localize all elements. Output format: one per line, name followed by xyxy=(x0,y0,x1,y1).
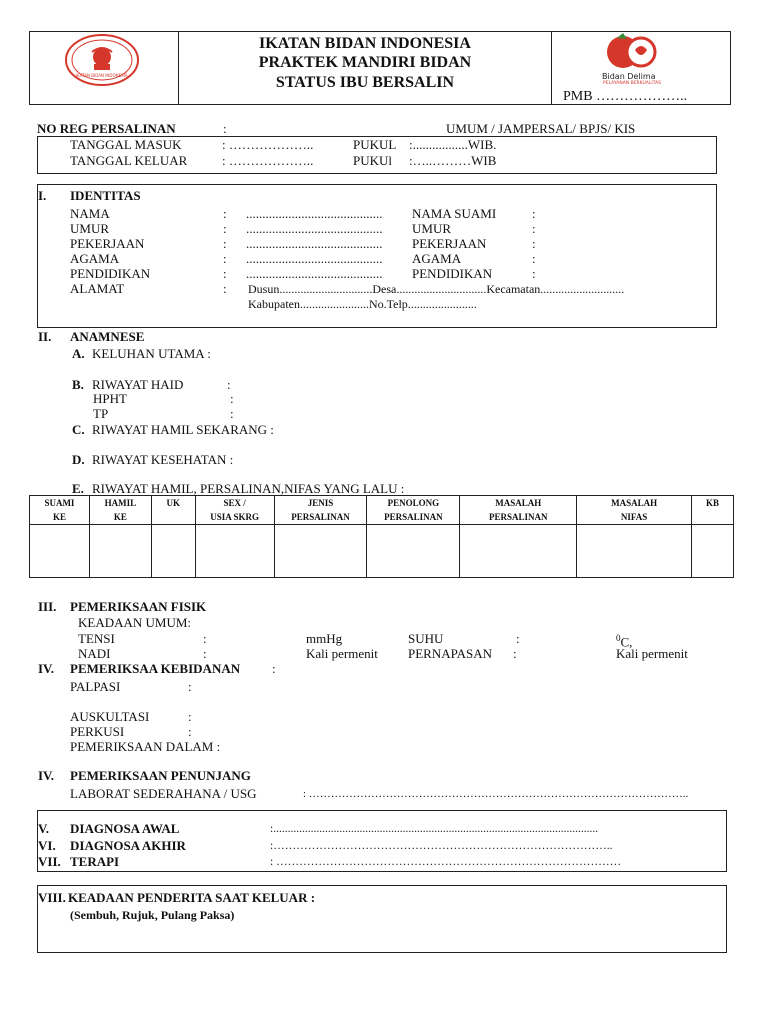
diagnosa-awal-num: V. xyxy=(38,821,49,836)
header-divider-right xyxy=(551,31,552,105)
keadaan-keluar-title: KEADAAN PENDERITA SAAT KELUAR : xyxy=(68,890,316,905)
pernapasan-unit: Kali permenit xyxy=(616,646,688,661)
agama-suami-label: AGAMA xyxy=(412,251,462,266)
terapi-field[interactable]: : ……………………………………………………………………………… xyxy=(270,856,622,868)
tensi-unit: mmHg xyxy=(306,631,343,646)
col-header: SEX / USIA SKRG xyxy=(195,496,274,525)
palpasi-label: PALPASI xyxy=(70,679,121,694)
diagnosa-awal-field[interactable]: :................................................................................................................. xyxy=(270,823,599,835)
penunjang-num: IV. xyxy=(38,768,55,783)
header-title-2: PRAKTEK MANDIRI BIDAN xyxy=(258,54,472,71)
diagnosa-akhir-field[interactable]: :…………………………………………………………………………….. xyxy=(270,840,613,852)
tp-label: TP xyxy=(93,406,109,421)
keluhan-letter: A. xyxy=(72,346,85,361)
umur-label: UMUR xyxy=(70,221,110,236)
terapi-label: TERAPI xyxy=(70,854,120,869)
diagnosa-awal-label: DIAGNOSA AWAL xyxy=(70,821,180,836)
keadaan-keluar-options: (Sembuh, Rujuk, Pulang Paksa) xyxy=(70,908,235,922)
laborat-label: LABORAT SEDERAHANA / USG xyxy=(70,786,257,801)
pernapasan-colon: : xyxy=(513,646,517,661)
alamat-label: ALAMAT xyxy=(70,281,125,296)
table-cell[interactable] xyxy=(692,525,734,578)
umur-suami-colon: : xyxy=(532,221,536,236)
riwayat-lalu-label: RIWAYAT HAMIL, PERSALINAN,NIFAS YANG LALU : xyxy=(92,481,405,496)
table-cell[interactable] xyxy=(151,525,195,578)
penunjang-title: PEMERIKSAAN PENUNJANG xyxy=(70,768,251,783)
pukul-masuk-label: PUKUL xyxy=(353,137,397,152)
celsius-text: C, xyxy=(620,634,633,650)
table-cell[interactable] xyxy=(195,525,274,578)
pekerjaan-suami-colon: : xyxy=(532,236,536,251)
col-header: SUAMI KE xyxy=(30,496,90,525)
keadaan-umum-label: KEADAAN UMUM: xyxy=(78,615,192,630)
pukul-masuk-value[interactable]: :.................WIB. xyxy=(409,137,497,152)
keluhan-utama-label: KELUHAN UTAMA : xyxy=(92,346,211,361)
alamat-line-1[interactable]: Dusun...............................Desa..............................Kecamatan............................ xyxy=(248,282,625,296)
suhu-colon: : xyxy=(516,631,520,646)
fisik-num: III. xyxy=(38,599,57,614)
terapi-num: VII. xyxy=(38,854,61,869)
pekerjaan-suami-label: PEKERJAAN xyxy=(412,236,487,251)
riwayat-haid-label: RIWAYAT HAID xyxy=(92,377,184,392)
col-header: JENIS PERSALINAN xyxy=(274,496,367,525)
diagnosa-akhir-num: VI. xyxy=(38,838,56,853)
auskultasi-colon: : xyxy=(188,709,192,724)
alamat-line-2[interactable]: Kabupaten.......................No.Telp....................... xyxy=(248,297,477,311)
pernapasan-label: PERNAPASAN xyxy=(408,646,493,661)
degree-sup: 0 xyxy=(616,633,621,643)
tanggal-masuk-label: TANGGAL MASUK xyxy=(70,137,182,152)
riwayat-lalu-letter: E. xyxy=(72,481,84,496)
umur-colon: : xyxy=(223,221,227,236)
payment-type[interactable]: UMUM / JAMPERSAL/ BPJS/ KIS xyxy=(446,121,636,136)
nama-field[interactable]: .......................................... xyxy=(246,206,383,221)
nama-label: NAMA xyxy=(70,206,110,221)
tensi-label: TENSI xyxy=(78,631,115,646)
tanggal-keluar-label: TANGGAL KELUAR xyxy=(70,153,188,168)
umur-field[interactable]: .......................................... xyxy=(246,221,383,236)
pendidikan-field[interactable]: .......................................... xyxy=(246,266,383,281)
fisik-title: PEMERIKSAAN FISIK xyxy=(70,599,207,614)
table-cell[interactable] xyxy=(89,525,151,578)
tanggal-keluar-value[interactable]: : ……………….. xyxy=(222,153,314,168)
tp-colon: : xyxy=(230,406,234,421)
suhu-label: SUHU xyxy=(408,631,444,646)
pmb-field[interactable]: PMB ……………….. xyxy=(563,89,688,104)
header-title-1: IKATAN BIDAN INDONESIA xyxy=(259,35,471,52)
pekerjaan-label: PEKERJAAN xyxy=(70,236,145,251)
pendidikan-colon: : xyxy=(223,266,227,281)
nama-suami-colon: : xyxy=(532,206,536,221)
table-cell[interactable] xyxy=(577,525,692,578)
alamat-colon: : xyxy=(223,281,227,296)
bidan-delima-tagline: PELAYANAN BERKUALITAS xyxy=(603,81,662,86)
pekerjaan-field[interactable]: .......................................... xyxy=(246,236,383,251)
riwayat-haid-letter: B. xyxy=(72,377,84,392)
anamnese-num: II. xyxy=(38,329,52,344)
identitas-title: IDENTITAS xyxy=(70,188,141,203)
bidan-delima-name: Bidan Delima xyxy=(602,72,656,81)
keadaan-keluar-num: VIII. xyxy=(38,890,66,905)
tensi-colon: : xyxy=(203,631,207,646)
table-cell[interactable] xyxy=(367,525,460,578)
header-title-3: STATUS IBU BERSALIN xyxy=(275,74,455,91)
auskultasi-label: AUSKULTASI xyxy=(70,709,150,724)
pendidikan-suami-label: PENDIDIKAN xyxy=(412,266,493,281)
identitas-num: I. xyxy=(38,188,47,203)
table-row xyxy=(30,525,734,578)
hpht-label: HPHT xyxy=(93,391,127,406)
table-cell[interactable] xyxy=(460,525,577,578)
pukul-keluar-label: PUKUl xyxy=(353,153,393,168)
kebidanan-title: PEMERIKSAA KEBIDANAN xyxy=(70,661,241,676)
tanggal-masuk-value[interactable]: : ……………….. xyxy=(222,137,314,152)
hamil-sekarang-label: RIWAYAT HAMIL SEKARANG : xyxy=(92,422,274,437)
ibi-round-seal-logo-icon xyxy=(64,34,140,86)
palpasi-colon: : xyxy=(188,679,192,694)
table-header-row xyxy=(30,496,734,525)
pendidikan-suami-colon: : xyxy=(532,266,536,281)
laborat-field[interactable]: : ………………………………………………………………………………………….. xyxy=(303,788,689,800)
nadi-unit: Kali permenit xyxy=(306,646,378,661)
kesehatan-label: RIWAYAT KESEHATAN : xyxy=(92,452,234,467)
col-header: UK xyxy=(151,496,195,525)
agama-suami-colon: : xyxy=(532,251,536,266)
col-header: MASALAH NIFAS xyxy=(577,496,692,525)
pukul-keluar-value[interactable]: :…..………WIB xyxy=(409,153,497,168)
reg-label: NO REG PERSALINAN xyxy=(37,121,176,136)
bidan-delima-logo-icon xyxy=(603,32,673,72)
pendidikan-label: PENDIDIKAN xyxy=(70,266,151,281)
pemeriksaan-dalam-label: PEMERIKSAAN DALAM : xyxy=(70,739,221,754)
riwayat-haid-colon: : xyxy=(227,377,231,392)
kebidanan-num: IV. xyxy=(38,661,55,676)
agama-colon: : xyxy=(223,251,227,266)
perkusi-label: PERKUSI xyxy=(70,724,125,739)
agama-label: AGAMA xyxy=(70,251,120,266)
kebidanan-colon: : xyxy=(272,661,276,676)
col-header: MASALAH PERSALINAN xyxy=(460,496,577,525)
diagnosa-akhir-label: DIAGNOSA AKHIR xyxy=(70,838,186,853)
kesehatan-letter: D. xyxy=(72,452,85,467)
col-header: HAMIL KE xyxy=(89,496,151,525)
reg-colon: : xyxy=(223,121,227,136)
nadi-label: NADI xyxy=(78,646,111,661)
riwayat-table xyxy=(29,495,734,578)
hpht-colon: : xyxy=(230,391,234,406)
nama-suami-label: NAMA SUAMI xyxy=(412,206,497,221)
col-header: PENOLONG PERSALINAN xyxy=(367,496,460,525)
table-cell[interactable] xyxy=(30,525,90,578)
umur-suami-label: UMUR xyxy=(412,221,452,236)
hamil-sekarang-letter: C. xyxy=(72,422,85,437)
bidan-delima-logo xyxy=(603,32,673,72)
agama-field[interactable]: .......................................... xyxy=(246,251,383,266)
nama-colon: : xyxy=(223,206,227,221)
col-header: KB xyxy=(692,496,734,525)
ibi-logo-text: IKATAN BIDAN INDONESIA xyxy=(76,73,128,78)
pekerjaan-colon: : xyxy=(223,236,227,251)
table-cell[interactable] xyxy=(274,525,367,578)
nadi-colon: : xyxy=(203,646,207,661)
perkusi-colon: : xyxy=(188,724,192,739)
anamnese-title: ANAMNESE xyxy=(70,329,145,344)
ibi-logo xyxy=(64,34,140,86)
